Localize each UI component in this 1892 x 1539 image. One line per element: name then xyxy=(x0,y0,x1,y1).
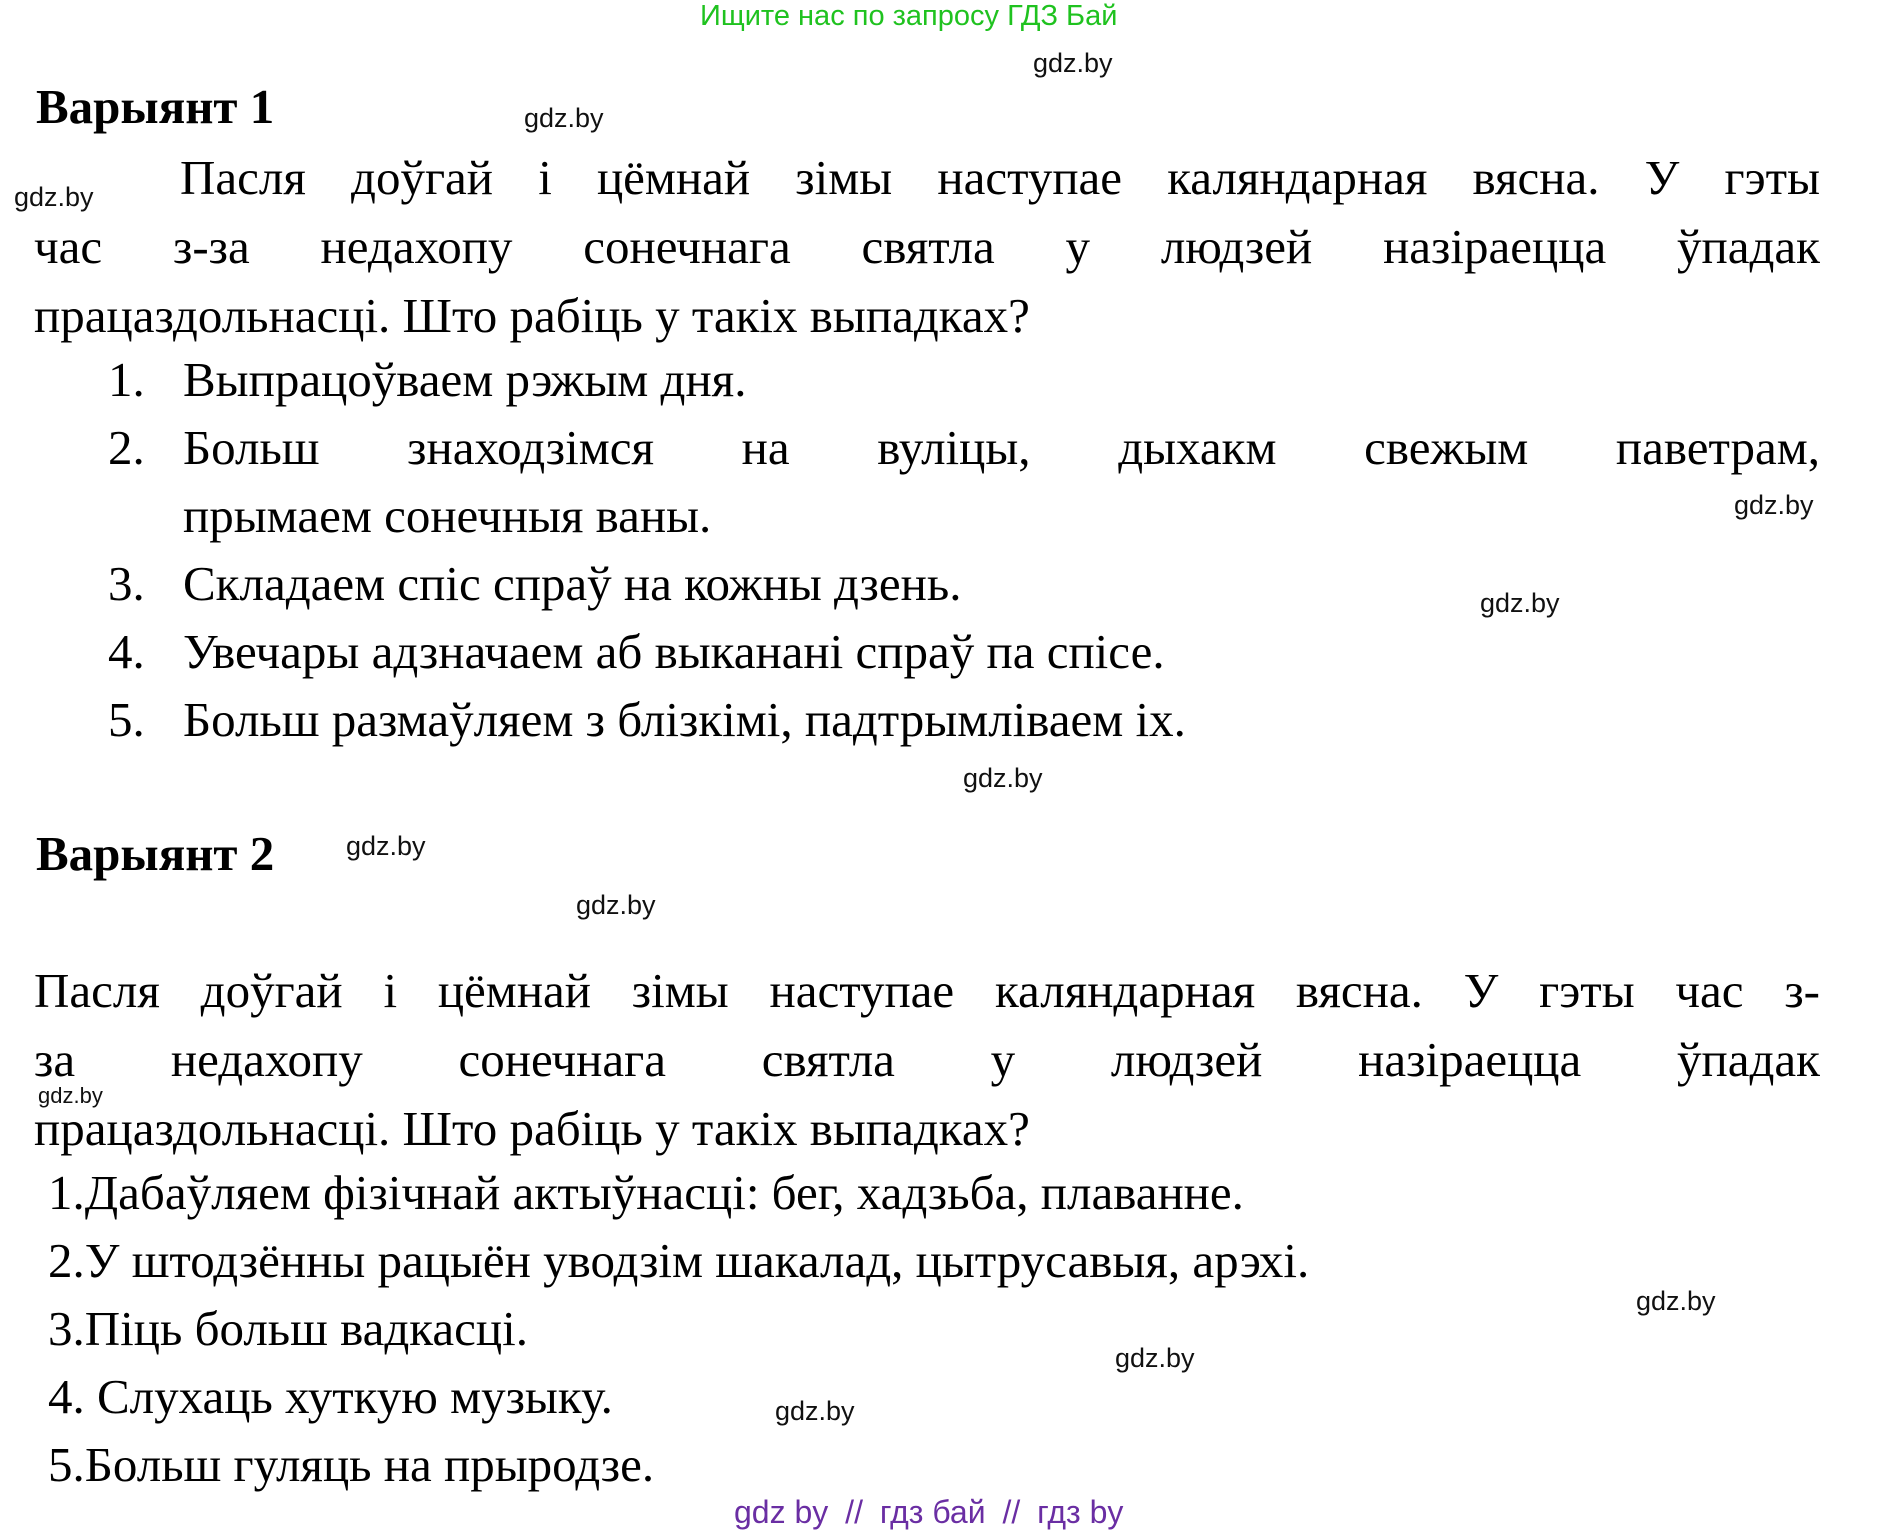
footer-links xyxy=(734,1494,1123,1531)
watermark: gdz.by xyxy=(1734,490,1814,520)
list-text: Выпрацоўваем рэжым дня. xyxy=(183,352,747,407)
intro-line: працаздольнасці. Што рабіць у такіх выпадках? xyxy=(34,288,1030,343)
watermark: gdz.by xyxy=(1033,48,1113,78)
footer-link-gdz-by-cyr[interactable]: гдз by xyxy=(1037,1494,1124,1530)
variant-2-title: Варыянт 2 xyxy=(36,826,275,881)
watermark: gdz.by xyxy=(963,763,1043,793)
list-text: Больш размаўляем з блізкімі, падтрымліваем іх. xyxy=(183,692,1186,747)
list-number: 5. xyxy=(108,692,145,747)
list-item: 5.Больш гуляць на прыродзе. xyxy=(48,1437,655,1492)
list-number: 1. xyxy=(108,352,145,407)
watermark: gdz.by xyxy=(1480,588,1560,618)
watermark: gdz.by xyxy=(38,1083,103,1108)
watermark: gdz.by xyxy=(1115,1343,1195,1373)
watermark: gdz.by xyxy=(775,1396,855,1426)
variant-1-title: Варыянт 1 xyxy=(36,79,275,134)
watermark: gdz.by xyxy=(1636,1286,1716,1316)
search-banner[interactable]: Ищите нас по запросу ГДЗ Бай xyxy=(700,0,1118,32)
list-text: Складаем спіс спраў на кожны дзень. xyxy=(183,556,962,611)
watermark: gdz.by xyxy=(14,182,94,212)
intro-line: Пасля доўгай і цёмнай зімы наступае каляндарная вясна. У гэты xyxy=(180,150,1820,205)
list-number: 2. xyxy=(108,420,145,475)
list-text: прымаем сонечныя ваны. xyxy=(183,488,712,543)
footer-separator: // xyxy=(1002,1494,1021,1530)
footer-link-gdz-by[interactable]: gdz by xyxy=(734,1494,829,1530)
list-item: 3.Піць больш вадкасці. xyxy=(48,1301,528,1356)
list-item: 1.Дабаўляем фізічнай актыўнасці: бег, хадзьба, плаванне. xyxy=(48,1165,1244,1220)
footer-separator: // xyxy=(845,1494,863,1530)
variant-1-intro xyxy=(34,143,1820,350)
list-item: 4. Слухаць хуткую музыку. xyxy=(48,1369,613,1424)
intro-line: за недахопу сонечнага святла у людзей назіраецца ўпадак xyxy=(34,1032,1820,1087)
watermark: gdz.by xyxy=(524,103,604,133)
list-text: Больш знаходзімся на вуліцы, дыхакм свежым паветрам, xyxy=(183,420,1820,475)
list-number: 3. xyxy=(108,556,145,611)
intro-line: час з-за недахопу сонечнага святла у людзей назіраецца ўпадак xyxy=(34,219,1820,274)
watermark: gdz.by xyxy=(576,890,656,920)
intro-line: Пасля доўгай і цёмнай зімы наступае каляндарная вясна. У гэты час з- xyxy=(34,963,1820,1018)
variant-2-intro xyxy=(34,956,1820,1163)
list-number: 4. xyxy=(108,624,145,679)
footer-link-gdz-bai[interactable]: гдз бай xyxy=(879,1494,986,1530)
intro-line: працаздольнасці. Што рабіць у такіх выпадках? xyxy=(34,1101,1030,1156)
list-item: 2.У штодзённы рацыён уводзім шакалад, цытрусавыя, арэхі. xyxy=(48,1233,1310,1288)
list-text: Увечары адзначаем аб выканані спраў па спісе. xyxy=(183,624,1165,679)
watermark: gdz.by xyxy=(346,831,426,861)
